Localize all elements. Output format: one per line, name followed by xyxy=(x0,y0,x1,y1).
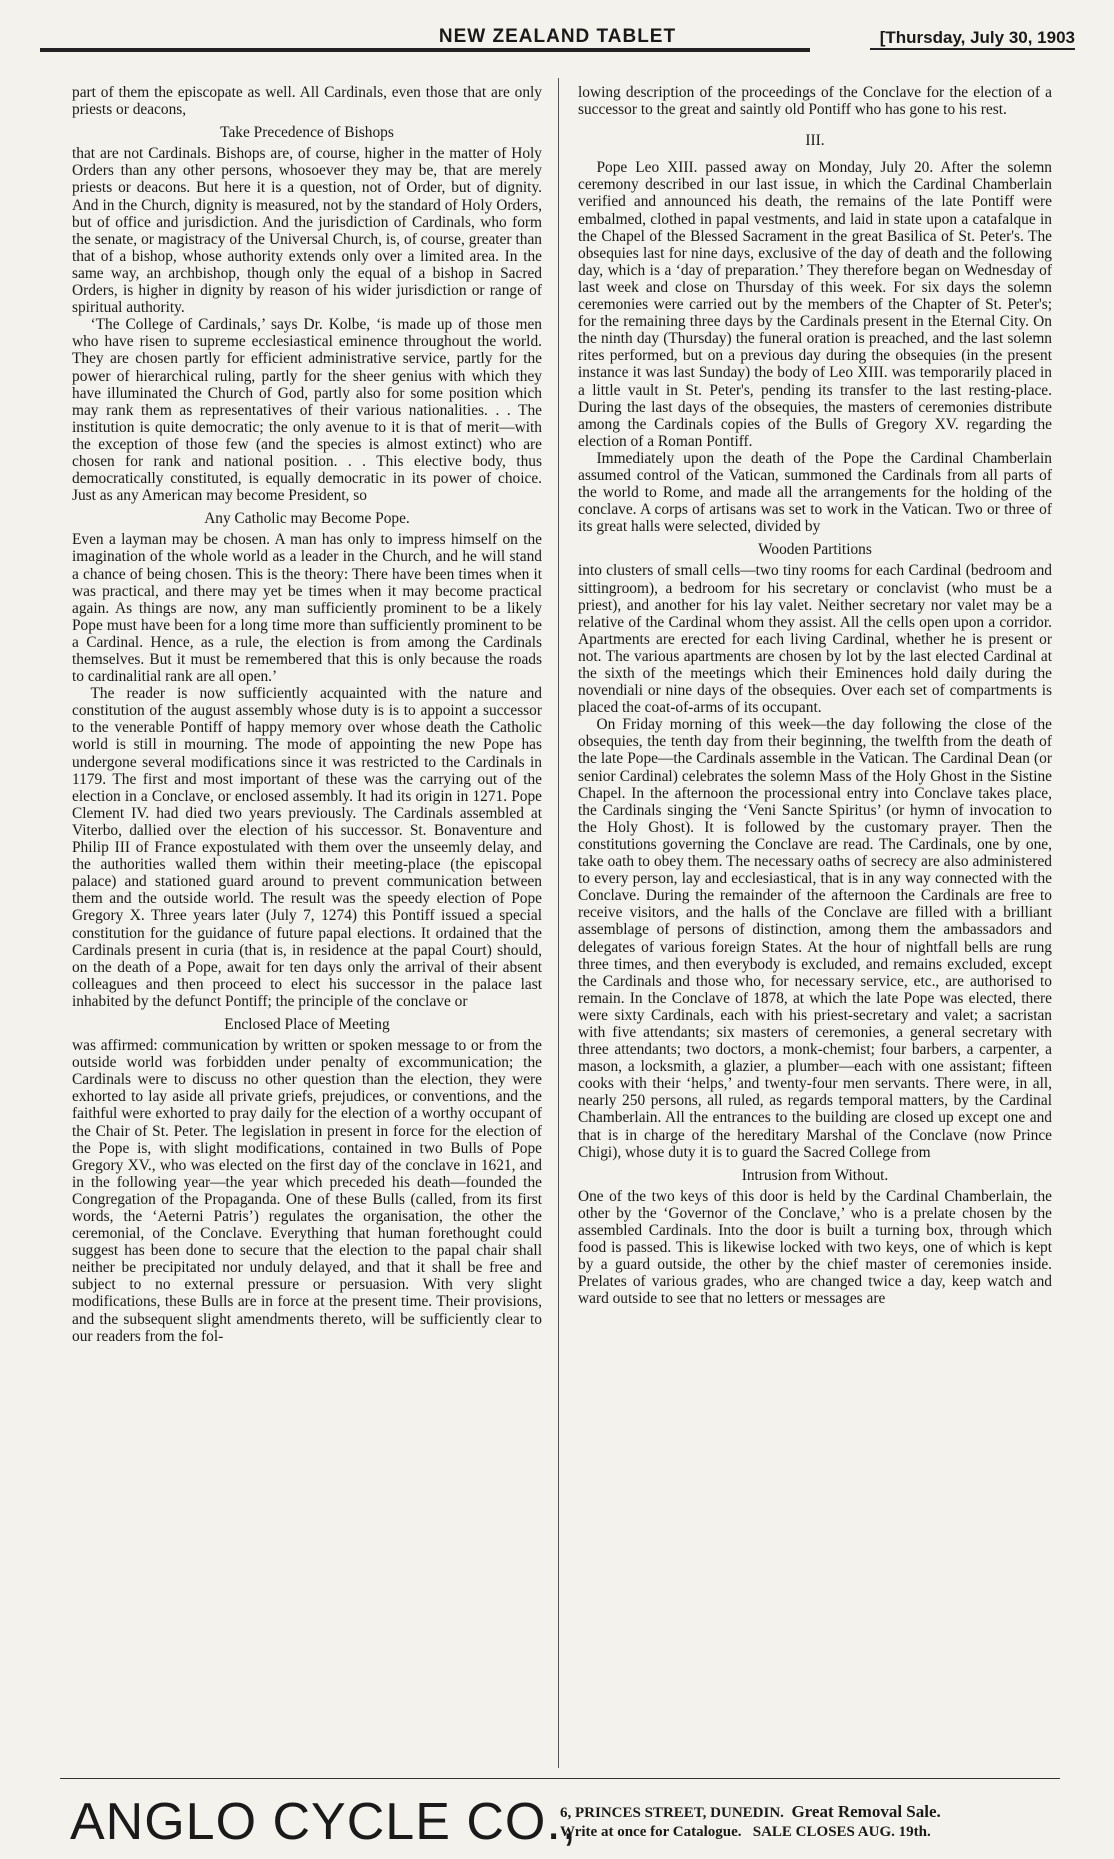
advert-sale-title: Great Removal Sale. xyxy=(791,1802,941,1821)
advert-address: 6, PRINCES STREET, DUNEDIN. xyxy=(560,1805,784,1821)
header-rule xyxy=(40,48,810,52)
advertisement xyxy=(70,1792,1070,1852)
paragraph: ‘The College of Cardinals,’ says Dr. Kolbe, ‘is made up of those men who have risen to supreme ecclesiastical eminence throughout the world. They are chosen partly for efficient administrative service, partly for the power of hierarchical ruling, partly for the sheer genius with which they have illuminated the Church of God, partly also for some position which may rank them as representatives of their various nationalities. . . The institution is quite democratic; the only avenue to it is that of merit—with the exception of those few (and the species is almost extinct) who are chosen for rank and national position. . . This elective body, thus democratically constituted, is equally democratic in its power of choice. Just as any American may become President, so xyxy=(72,316,542,505)
paragraph: lowing description of the proceedings of the Conclave for the election of a successor to the great and saintly old Pontiff who has gone to his rest. xyxy=(578,84,1052,119)
subheading: Any Catholic may Become Pope. xyxy=(204,510,410,528)
paragraph: Immediately upon the death of the Pope the Cardinal Chamberlain assumed control of the Vatican, summoned the Cardinals from all parts of the world to Rome, and made all the arrangements for the holding of the conclave. A corps of artisans was set to work in the Vatican. Two or three of its great halls were selected, divided by xyxy=(578,449,1052,536)
advert-details xyxy=(560,1802,941,1842)
paragraph: was affirmed: communication by written or spoken message to or from the outside world was forbidden under penalty of excommunication; the Cardinals were to discuss no other question than the election, they were exhorted to lay aside all private griefs, prejudices, or conventions, and the faithful were exhorted to pray daily for the election of a worthy occupant of the Chair of St. Peter. The legislation in present in force for the election of the Pope is, with slight modifications, contained in two Bulls of Pope Gregory XV., who was elected on the first day of the conclave in 1621, and in the following year—the year which preceded his death—founded the Congregation of the Propaganda. One of these Bulls (called, from its first words, the ‘Aeterni Patris’) regulates the organisation, the other the ceremonial, of the Conclave. Everything that human forethought could suggest has been done to secure that the election to the papal chair shall neither be precipitated nor unduly delayed, and that it shall be free and subject to no external pressure or persuasion. With very slight modifications, these Bulls are in force at the present time. Their provisions, and the subsequent slight amendments thereto, will be sufficiently clear to our readers from the fol- xyxy=(72,1037,542,1345)
paragraph: that are not Cardinals. Bishops are, of course, higher in the matter of Holy Orders than any other persons, whosoever they may be, that are merely priests or deacons. But here it is a question, not of Order, but of dignity. And in the Church, dignity is measured, not by the standard of Holy Orders, but of office and jurisdiction. And the jurisdiction of Cardinals, who form the senate, or magistracy of the Universal Church, is, of course, greater than that of a bishop, whose authority extends only over a limited area. In the same way, an archbishop, though only the equal of a bishop in Sacred Orders, is higher in dignity by reason of his wider jurisdiction or range of spiritual authority. xyxy=(72,145,542,317)
advert-sale-closes: SALE CLOSES AUG. 19th. xyxy=(752,1824,931,1840)
subheading: Take Precedence of Bishops xyxy=(220,124,394,142)
subheading: Enclosed Place of Meeting xyxy=(224,1015,390,1033)
advert-rule xyxy=(60,1778,1060,1779)
advert-brand: ANGLO CYCLE CO., xyxy=(70,1793,578,1851)
advert-catalogue: Write at once for Catalogue. xyxy=(560,1824,742,1840)
paragraph: into clusters of small cells—two tiny rooms for each Cardinal (bedroom and sittingroom), a bedroom for his secretary or conclavist (who must be a priest), and another for his lay valet. Neither secretary nor valet may be a relative of the Cardinal whom they assist. All the cells open upon a corridor. Apartments are erected for each living Cardinal, whether he is present or not. The various apartments are chosen by lot by the last elected Cardinal at the sixth of the meetings which their Eminences hold daily during the novendiali or nine days of the obsequies. Over each set of compartments is placed the coat-of-arms of its occupant. xyxy=(578,562,1052,717)
paragraph: part of them the episcopate as well. All Cardinals, even those that are only priests or deacons, xyxy=(72,84,542,119)
paragraph: Even a layman may be chosen. A man has only to impress himself on the imagination of the whole world as a leader in the Church, and he will stand a chance of being chosen. This is the theory: There have been times when it was practical, and there may yet be times when it may become practical again. As things are now, any man sufficiently prominent to be a likely Pope must have been for a long time more than sufficiently prominent to be a Cardinal. Hence, as a rule, the election is from among the Cardinals themselves. But it must be remembered that this is only because the roads to cardinalitial rank are all open.’ xyxy=(72,531,542,686)
issue-date: [Thursday, July 30, 1903 xyxy=(879,28,1075,47)
subheading: Wooden Partitions xyxy=(758,541,872,559)
header-rule-short xyxy=(870,48,1075,50)
paragraph: The reader is now sufficiently acquainted with the nature and constitution of the august assembly whose duty is is to appoint a successor to the venerable Pontiff of happy memory over whose death the Catholic world is still in mourning. The mode of appointing the new Pope has undergone several modifications since it was restricted to the Cardinals in 1179. The first and most important of these was the carrying out of the election in a Conclave, or enclosed assembly. It had its origin in 1271. Pope Clement IV. had died two years previously. The Cardinals assembled at Viterbo, dallied over the election of his successor. St. Bonaventure and Philip III of France expostulated with them over the unseemly delay, and the authorities walled them within their meeting-place (the episcopal palace) and stationed guard around to prevent communication between them and the outside world. The result was the speedy election of Pope Gregory X. Three years later (July 7, 1274) this Pontiff issued a special constitution for the guidance of future papal elections. It ordained that the Cardinals present in curia (that is, in residence at the papal Court) should, on the death of a Pope, await for ten days only the arrival of their absent colleagues and then proceed to elect his successor in the palace last inhabited by the defunct Pontiff; the principle of the conclave or xyxy=(72,685,542,1010)
left-column xyxy=(72,84,542,1345)
masthead-title: NEW ZEALAND TABLET xyxy=(438,26,677,47)
page-header xyxy=(40,26,1075,56)
paragraph: One of the two keys of this door is held by the Cardinal Chamberlain, the other by the ‘Governor of the Conclave,’ who is a prelate chosen by the assembled Cardinals. Into the door is built a turning box, through which food is passed. This is likewise locked with two keys, one of which is kept by a guard outside, the other by the chief master of ceremonies inside. Prelates of various grades, who are changed twice a day, keep watch and ward outside to see that no letters or messages are xyxy=(578,1187,1052,1308)
section-number: III. xyxy=(805,132,825,150)
paragraph: On Friday morning of this week—the day following the close of the obsequies, the tenth day from their beginning, the twelfth from the death of the late Pope—the Cardinals assemble in the Vatican. The Cardinal Dean (or senior Cardinal) celebrates the solemn Mass of the Holy Ghost in the Sistine Chapel. In the afternoon the processional entry into Conclave takes place, the Cardinals singing the ‘Veni Sancte Spiritus’ (or hymn of invocation to the Holy Ghost). It is followed by the customary prayer. Then the constitutions governing the Conclave are read. The Cardinals, one by one, take oath to obey them. The necessary oaths of secrecy are also administered to every person, lay and ecclesiastical, that is in any way connected with the Conclave. During the remainder of the afternoon the Cardinals are free to receive visitors, and the halls of the Conclave are filled with a brilliant assemblage of persons of distinction, among them the ambassadors and delegates of various foreign States. At the hour of nightfall bells are rung three times, and then everybody is excluded, and remains excluded, except the Cardinals and those who, for necessary service, etc., are authorised to remain. In the Conclave of 1878, at which the late Pope was elected, there were sixty Cardinals, each with his priest-secretary and valet; a sacristan with five attendants; six masters of ceremonies, a general secretary with three attendants; two doctors, a monk-chemist; four barbers, a carpenter, a mason, a locksmith, a glazier, a plumber—each with one assistant; fifteen cooks with their ‘helps,’ and twenty-four men servants. There were, in all, nearly 250 persons, all ruled, as regards temporal matters, by the Cardinal Chamberlain. All the entrances to the building are closed up except one and that is in charge of the hereditary Marshal of the Conclave (now Prince Chigi), whose duty it is to guard the Sacred College from xyxy=(578,716,1052,1161)
subheading: Intrusion from Without. xyxy=(741,1166,889,1184)
right-column xyxy=(578,84,1052,1307)
column-divider xyxy=(558,78,559,1768)
paragraph: Pope Leo XIII. passed away on Monday, July 20. After the solemn ceremony described in our last issue, in which the Cardinal Chamberlain verified and announced his death, the remains of the late Pontiff were embalmed, clothed in papal vestments, and laid in state upon a catafalque in the Chapel of the Blessed Sacrament in the great Basilica of St. Peter's. The obsequies last for nine days, exclusive of the day of death and the following day, which is a ‘day of preparation.’ They therefore began on Wednesday of last week and close on Thursday of this week. For six days the solemn ceremonies were carried out by the members of the Chapter of St. Peter's; for the remaining three days by the Cardinals present in the Eternal City. On the ninth day (Thursday) the funeral oration is preached, and the last solemn rites performed, but on a previous day during the obsequies (in the present instance it was last Sunday) the body of Leo XIII. was temporarily placed in a little vault in St. Peter's, pending its transfer to the last resting-place. During the last days of the obsequies, the masters of ceremonies distribute among the Cardinals copies of the Bulls of Gregory XV. regarding the election of a Roman Pontiff. xyxy=(578,159,1052,450)
